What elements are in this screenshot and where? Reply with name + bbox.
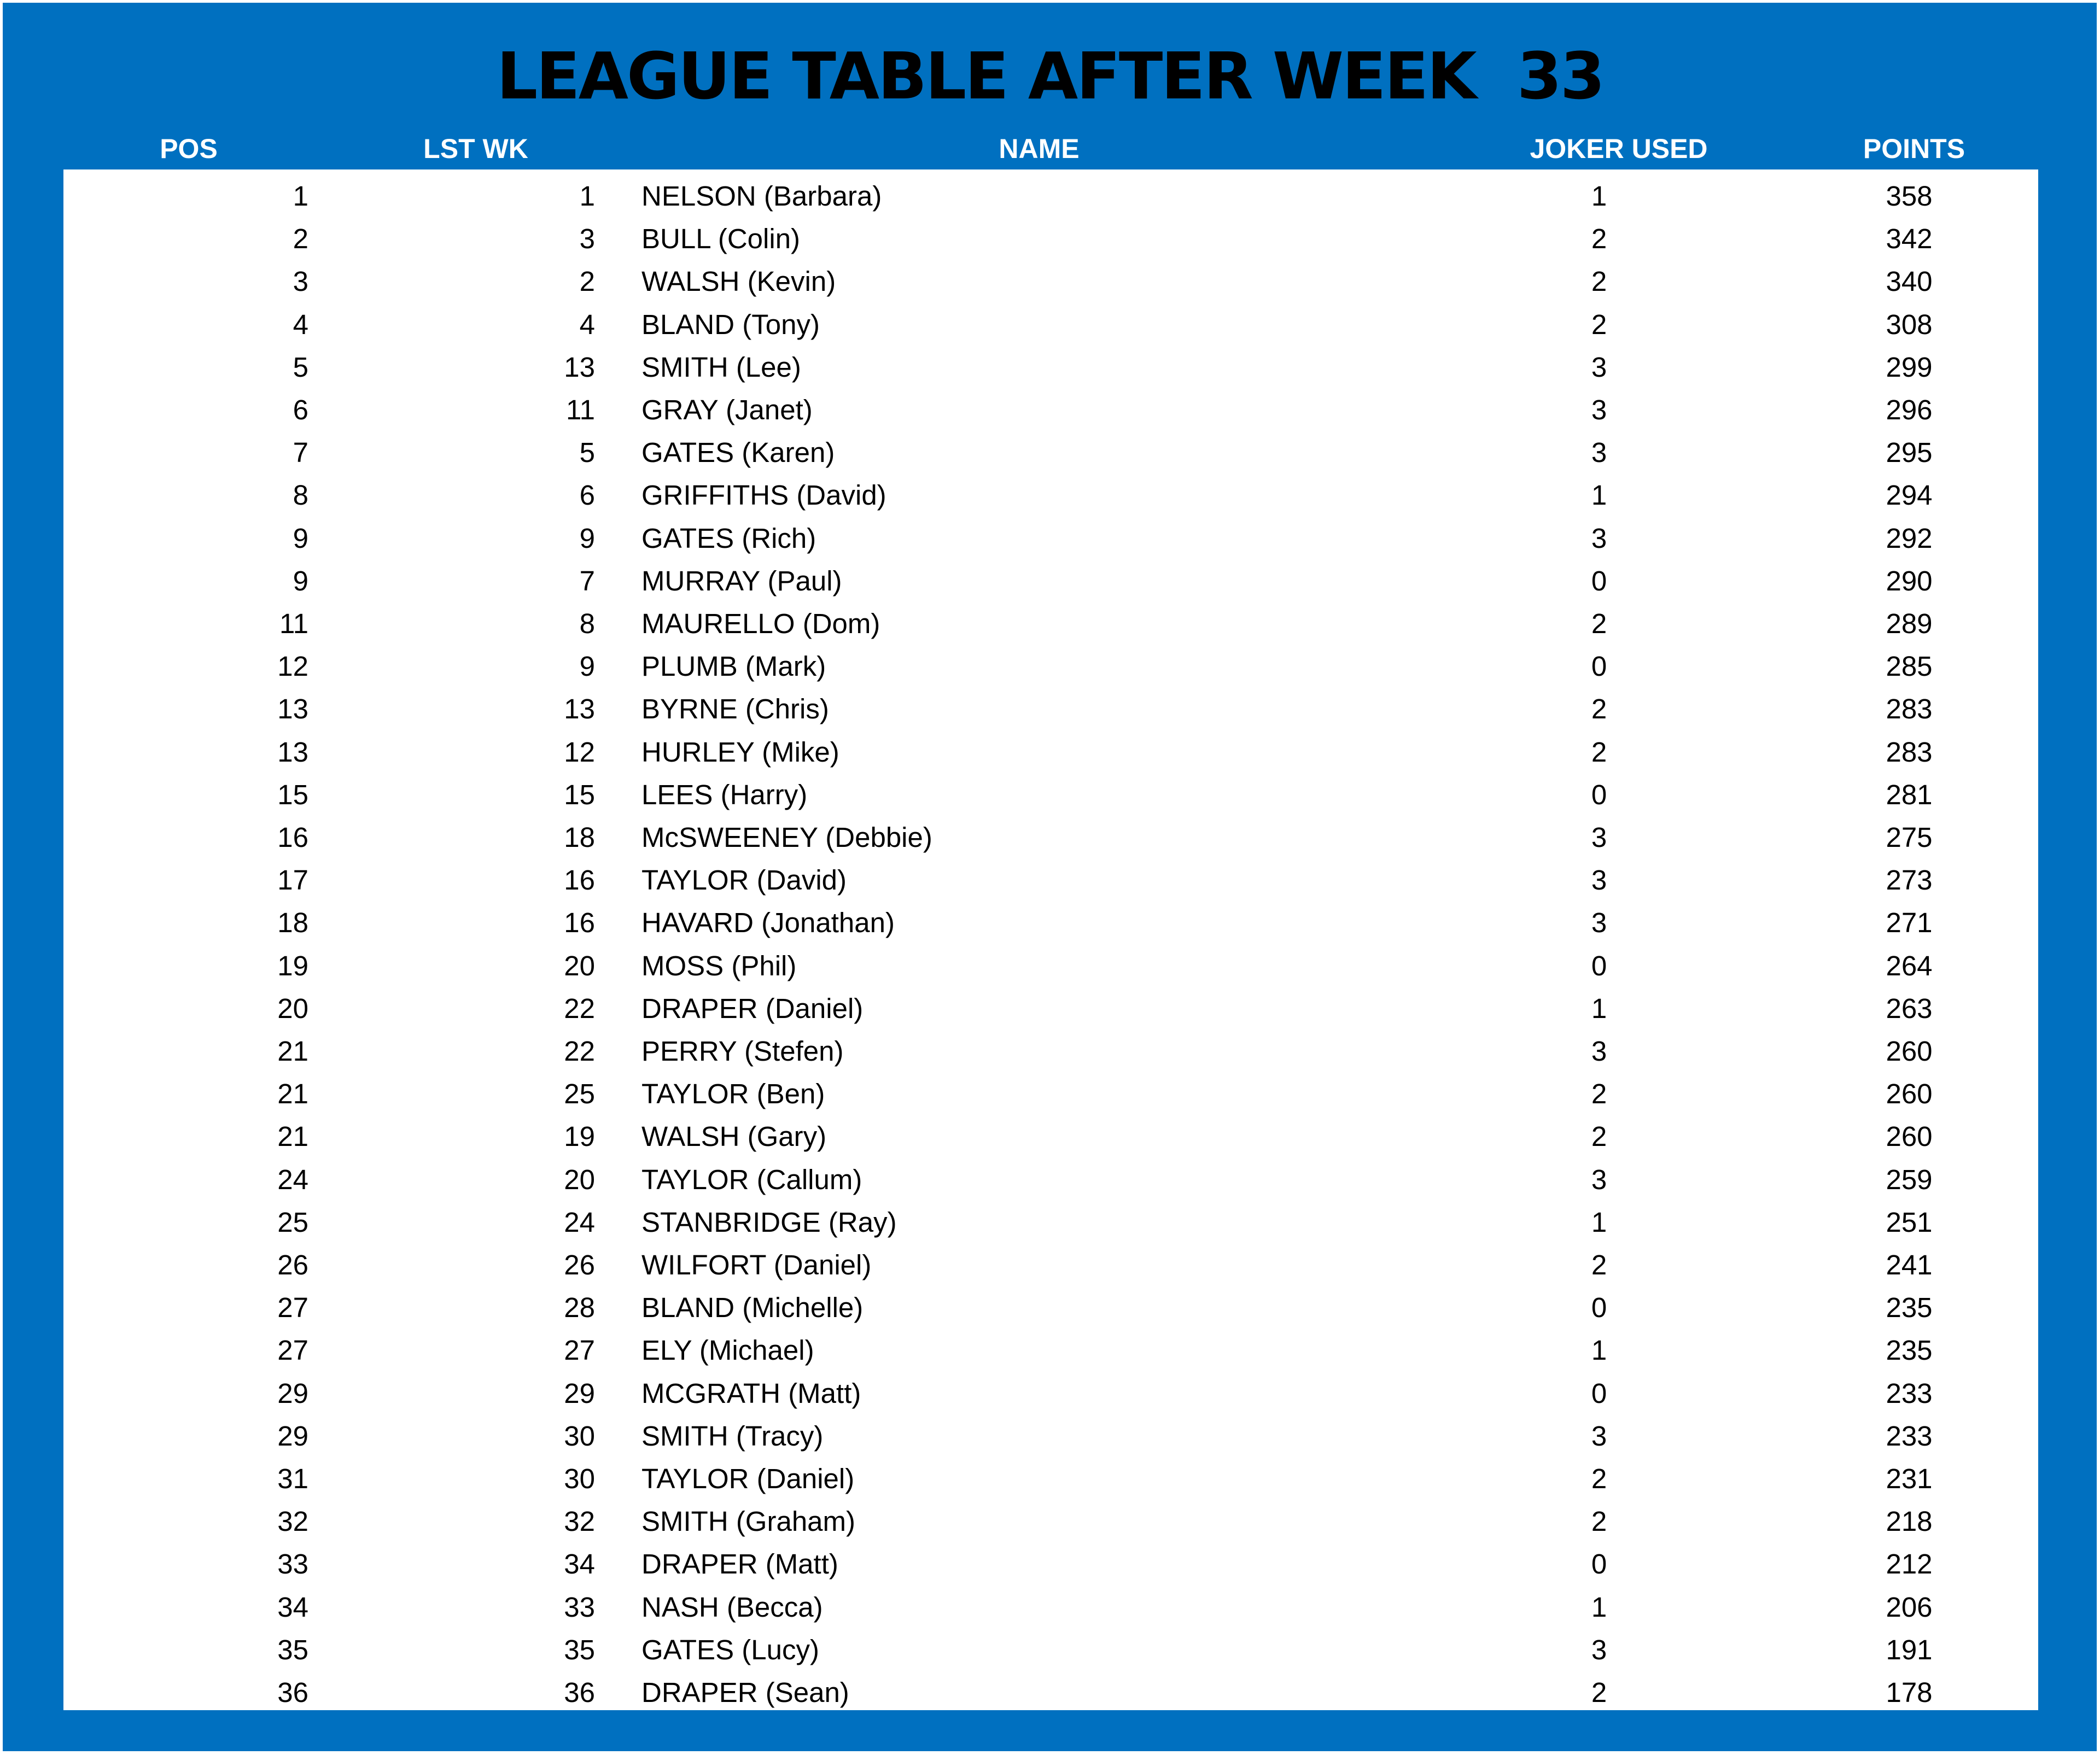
cell-name: BYRNE (Chris) (641, 693, 829, 725)
cell-pos: 9 (293, 565, 308, 596)
cell-last-week: 33 (564, 1591, 595, 1623)
cell-name: WILFORT (Daniel) (641, 1249, 872, 1280)
cell-last-week: 13 (564, 693, 595, 725)
cell-joker-used: 2 (1591, 223, 1607, 255)
table-row (63, 1073, 2038, 1115)
cell-name: MAURELLO (Dom) (641, 608, 880, 639)
cell-pos: 36 (277, 1677, 308, 1708)
cell-last-week: 25 (564, 1078, 595, 1110)
cell-name: STANBRIDGE (Ray) (641, 1206, 897, 1238)
cell-points: 191 (1886, 1634, 1933, 1665)
cell-pos: 12 (277, 651, 308, 682)
cell-pos: 3 (293, 266, 308, 297)
cell-last-week: 5 (579, 437, 595, 469)
cell-joker-used: 0 (1591, 950, 1607, 981)
cell-joker-used: 2 (1591, 736, 1607, 768)
cell-pos: 29 (277, 1377, 308, 1409)
cell-pos: 9 (293, 522, 308, 554)
cell-name: WALSH (Kevin) (641, 266, 836, 297)
cell-pos: 19 (277, 950, 308, 981)
cell-name: TAYLOR (Callum) (641, 1163, 862, 1195)
cell-pos: 2 (293, 223, 308, 255)
cell-pos: 20 (277, 992, 308, 1024)
cell-name: McSWEENEY (Debbie) (641, 822, 932, 853)
cell-points: 263 (1886, 992, 1933, 1024)
cell-last-week: 22 (564, 1036, 595, 1067)
cell-points: 273 (1886, 864, 1933, 896)
cell-last-week: 16 (564, 864, 595, 896)
cell-pos: 11 (279, 608, 308, 639)
table-header-row (0, 127, 2100, 171)
cell-name: PERRY (Stefen) (641, 1036, 844, 1067)
cell-last-week: 15 (564, 779, 595, 810)
cell-pos: 21 (277, 1078, 308, 1110)
table-row (63, 902, 2038, 944)
cell-name: ELY (Michael) (641, 1335, 814, 1366)
cell-joker-used: 3 (1591, 1634, 1607, 1665)
cell-points: 342 (1886, 223, 1933, 255)
cell-joker-used: 3 (1591, 437, 1607, 469)
cell-name: HURLEY (Mike) (641, 736, 839, 768)
cell-last-week: 4 (579, 308, 595, 340)
cell-pos: 25 (277, 1206, 308, 1238)
cell-last-week: 8 (579, 608, 595, 639)
table-row (63, 1415, 2038, 1458)
cell-points: 275 (1886, 822, 1933, 853)
cell-joker-used: 3 (1591, 1163, 1607, 1195)
table-row (63, 260, 2038, 303)
cell-pos: 13 (277, 736, 308, 768)
cell-name: BLAND (Tony) (641, 308, 820, 340)
cell-last-week: 26 (564, 1249, 595, 1280)
table-row (63, 1629, 2038, 1671)
table-row (63, 1115, 2038, 1158)
cell-joker-used: 2 (1591, 1078, 1607, 1110)
cell-points: 299 (1886, 351, 1933, 383)
table-row (63, 1458, 2038, 1500)
cell-points: 271 (1886, 907, 1933, 939)
table-row (63, 774, 2038, 816)
cell-points: 178 (1886, 1677, 1933, 1708)
cell-points: 231 (1886, 1463, 1933, 1494)
cell-joker-used: 2 (1591, 693, 1607, 725)
cell-pos: 35 (277, 1634, 308, 1665)
cell-joker-used: 0 (1591, 1377, 1607, 1409)
cell-last-week: 27 (564, 1335, 595, 1366)
table-row (63, 303, 2038, 346)
cell-points: 283 (1886, 693, 1933, 725)
cell-name: GRAY (Janet) (641, 394, 813, 425)
cell-last-week: 30 (564, 1420, 595, 1452)
cell-last-week: 32 (564, 1506, 595, 1537)
cell-joker-used: 1 (1591, 479, 1607, 511)
cell-joker-used: 2 (1591, 1121, 1607, 1153)
cell-points: 212 (1886, 1548, 1933, 1580)
table-row (63, 645, 2038, 688)
cell-name: BULL (Colin) (641, 223, 801, 255)
cell-name: NELSON (Barbara) (641, 180, 882, 212)
cell-name: GRIFFITHS (David) (641, 479, 886, 511)
cell-joker-used: 0 (1591, 1548, 1607, 1580)
cell-joker-used: 1 (1591, 1591, 1607, 1623)
cell-joker-used: 2 (1591, 266, 1607, 297)
cell-pos: 29 (277, 1420, 308, 1452)
cell-name: PLUMB (Mark) (641, 651, 826, 682)
table-row (63, 859, 2038, 902)
cell-points: 295 (1886, 437, 1933, 469)
cell-last-week: 24 (564, 1206, 595, 1238)
table-row (63, 1286, 2038, 1329)
cell-pos: 31 (277, 1463, 308, 1494)
league-table (63, 169, 2038, 1710)
cell-joker-used: 0 (1591, 779, 1607, 810)
cell-pos: 18 (277, 907, 308, 939)
cell-joker-used: 2 (1591, 1463, 1607, 1494)
cell-points: 292 (1886, 522, 1933, 554)
table-row (63, 218, 2038, 260)
header-name: NAME (999, 133, 1080, 164)
cell-points: 290 (1886, 565, 1933, 596)
cell-points: 260 (1886, 1121, 1933, 1153)
cell-pos: 6 (293, 394, 308, 425)
cell-pos: 1 (293, 180, 308, 212)
cell-last-week: 13 (564, 351, 595, 383)
cell-name: SMITH (Graham) (641, 1506, 856, 1537)
cell-joker-used: 2 (1591, 1506, 1607, 1537)
cell-last-week: 2 (579, 266, 595, 297)
header-pos: POS (160, 133, 218, 164)
cell-last-week: 12 (564, 736, 595, 768)
cell-name: DRAPER (Sean) (641, 1677, 849, 1708)
header-points: POINTS (1863, 133, 1965, 164)
cell-last-week: 3 (579, 223, 595, 255)
cell-pos: 7 (293, 437, 308, 469)
cell-joker-used: 0 (1591, 1292, 1607, 1324)
cell-points: 294 (1886, 479, 1933, 511)
table-row (63, 431, 2038, 474)
cell-points: 206 (1886, 1591, 1933, 1623)
cell-last-week: 1 (579, 180, 595, 212)
header-last-week: LST WK (423, 133, 528, 164)
table-row (63, 1329, 2038, 1372)
table-row (63, 688, 2038, 730)
cell-joker-used: 3 (1591, 1420, 1607, 1452)
table-row (63, 1244, 2038, 1286)
cell-name: TAYLOR (Daniel) (641, 1463, 855, 1494)
cell-name: MURRAY (Paul) (641, 565, 842, 596)
cell-name: TAYLOR (Ben) (641, 1078, 825, 1110)
cell-name: MCGRATH (Matt) (641, 1377, 861, 1409)
cell-joker-used: 2 (1591, 1677, 1607, 1708)
cell-joker-used: 3 (1591, 907, 1607, 939)
cell-joker-used: 3 (1591, 864, 1607, 896)
cell-pos: 17 (277, 864, 308, 896)
cell-joker-used: 0 (1591, 651, 1607, 682)
cell-points: 264 (1886, 950, 1933, 981)
cell-name: WALSH (Gary) (641, 1121, 827, 1153)
table-row (63, 1586, 2038, 1629)
cell-joker-used: 3 (1591, 351, 1607, 383)
cell-last-week: 7 (579, 565, 595, 596)
cell-last-week: 11 (566, 394, 595, 425)
cell-name: GATES (Rich) (641, 522, 816, 554)
cell-last-week: 16 (564, 907, 595, 939)
cell-joker-used: 1 (1591, 180, 1607, 212)
cell-last-week: 30 (564, 1463, 595, 1494)
cell-pos: 8 (293, 479, 308, 511)
cell-pos: 33 (277, 1548, 308, 1580)
table-row (63, 1543, 2038, 1586)
cell-pos: 24 (277, 1163, 308, 1195)
cell-last-week: 18 (564, 822, 595, 853)
table-row (63, 517, 2038, 560)
cell-joker-used: 0 (1591, 565, 1607, 596)
cell-name: LEES (Harry) (641, 779, 808, 810)
table-row (63, 1030, 2038, 1073)
cell-name: NASH (Becca) (641, 1591, 823, 1623)
cell-pos: 4 (293, 308, 308, 340)
cell-last-week: 22 (564, 992, 595, 1024)
page-title: LEAGUE TABLE AFTER WEEK 33 (496, 38, 1604, 114)
cell-joker-used: 2 (1591, 308, 1607, 340)
cell-name: MOSS (Phil) (641, 950, 797, 981)
cell-points: 233 (1886, 1420, 1933, 1452)
cell-joker-used: 1 (1591, 1335, 1607, 1366)
cell-pos: 27 (277, 1292, 308, 1324)
cell-pos: 34 (277, 1591, 308, 1623)
cell-points: 340 (1886, 266, 1933, 297)
cell-last-week: 9 (579, 651, 595, 682)
cell-points: 260 (1886, 1036, 1933, 1067)
cell-name: SMITH (Tracy) (641, 1420, 824, 1452)
cell-name: TAYLOR (David) (641, 864, 847, 896)
cell-joker-used: 1 (1591, 992, 1607, 1024)
cell-name: BLAND (Michelle) (641, 1292, 864, 1324)
cell-points: 235 (1886, 1292, 1933, 1324)
cell-pos: 27 (277, 1335, 308, 1366)
cell-name: DRAPER (Matt) (641, 1548, 838, 1580)
cell-last-week: 6 (579, 479, 595, 511)
table-row (63, 1159, 2038, 1201)
cell-last-week: 36 (564, 1677, 595, 1708)
header-joker-used: JOKER USED (1530, 133, 1708, 164)
table-row (63, 731, 2038, 774)
table-row (63, 602, 2038, 645)
cell-pos: 13 (277, 693, 308, 725)
table-row (63, 1500, 2038, 1543)
cell-points: 285 (1886, 651, 1933, 682)
cell-last-week: 9 (579, 522, 595, 554)
table-row (63, 346, 2038, 389)
cell-points: 259 (1886, 1163, 1933, 1195)
cell-pos: 16 (277, 822, 308, 853)
cell-joker-used: 3 (1591, 1036, 1607, 1067)
table-row (63, 175, 2038, 218)
cell-joker-used: 3 (1591, 394, 1607, 425)
cell-points: 296 (1886, 394, 1933, 425)
cell-points: 233 (1886, 1377, 1933, 1409)
cell-name: SMITH (Lee) (641, 351, 801, 383)
table-row (63, 945, 2038, 987)
cell-last-week: 28 (564, 1292, 595, 1324)
cell-points: 218 (1886, 1506, 1933, 1537)
cell-last-week: 35 (564, 1634, 595, 1665)
cell-joker-used: 2 (1591, 608, 1607, 639)
cell-last-week: 29 (564, 1377, 595, 1409)
cell-pos: 21 (277, 1121, 308, 1153)
cell-joker-used: 1 (1591, 1206, 1607, 1238)
cell-last-week: 20 (564, 1163, 595, 1195)
cell-pos: 26 (277, 1249, 308, 1280)
cell-joker-used: 3 (1591, 522, 1607, 554)
cell-points: 289 (1886, 608, 1933, 639)
table-row (63, 474, 2038, 517)
cell-name: HAVARD (Jonathan) (641, 907, 895, 939)
cell-points: 235 (1886, 1335, 1933, 1366)
table-row (63, 1671, 2038, 1714)
cell-points: 283 (1886, 736, 1933, 768)
cell-points: 251 (1886, 1206, 1933, 1238)
table-row (63, 987, 2038, 1030)
table-row (63, 560, 2038, 602)
cell-points: 308 (1886, 308, 1933, 340)
cell-pos: 15 (277, 779, 308, 810)
table-row (63, 389, 2038, 431)
cell-pos: 21 (277, 1036, 308, 1067)
cell-pos: 32 (277, 1506, 308, 1537)
cell-name: DRAPER (Daniel) (641, 992, 864, 1024)
cell-last-week: 19 (564, 1121, 595, 1153)
cell-pos: 5 (293, 351, 308, 383)
cell-name: GATES (Karen) (641, 437, 835, 469)
cell-last-week: 20 (564, 950, 595, 981)
cell-points: 241 (1886, 1249, 1933, 1280)
cell-points: 281 (1886, 779, 1933, 810)
cell-joker-used: 3 (1591, 822, 1607, 853)
table-row (63, 816, 2038, 859)
table-row (63, 1372, 2038, 1415)
cell-points: 358 (1886, 180, 1933, 212)
cell-points: 260 (1886, 1078, 1933, 1110)
cell-last-week: 34 (564, 1548, 595, 1580)
cell-name: GATES (Lucy) (641, 1634, 819, 1665)
cell-joker-used: 2 (1591, 1249, 1607, 1280)
table-row (63, 1201, 2038, 1244)
